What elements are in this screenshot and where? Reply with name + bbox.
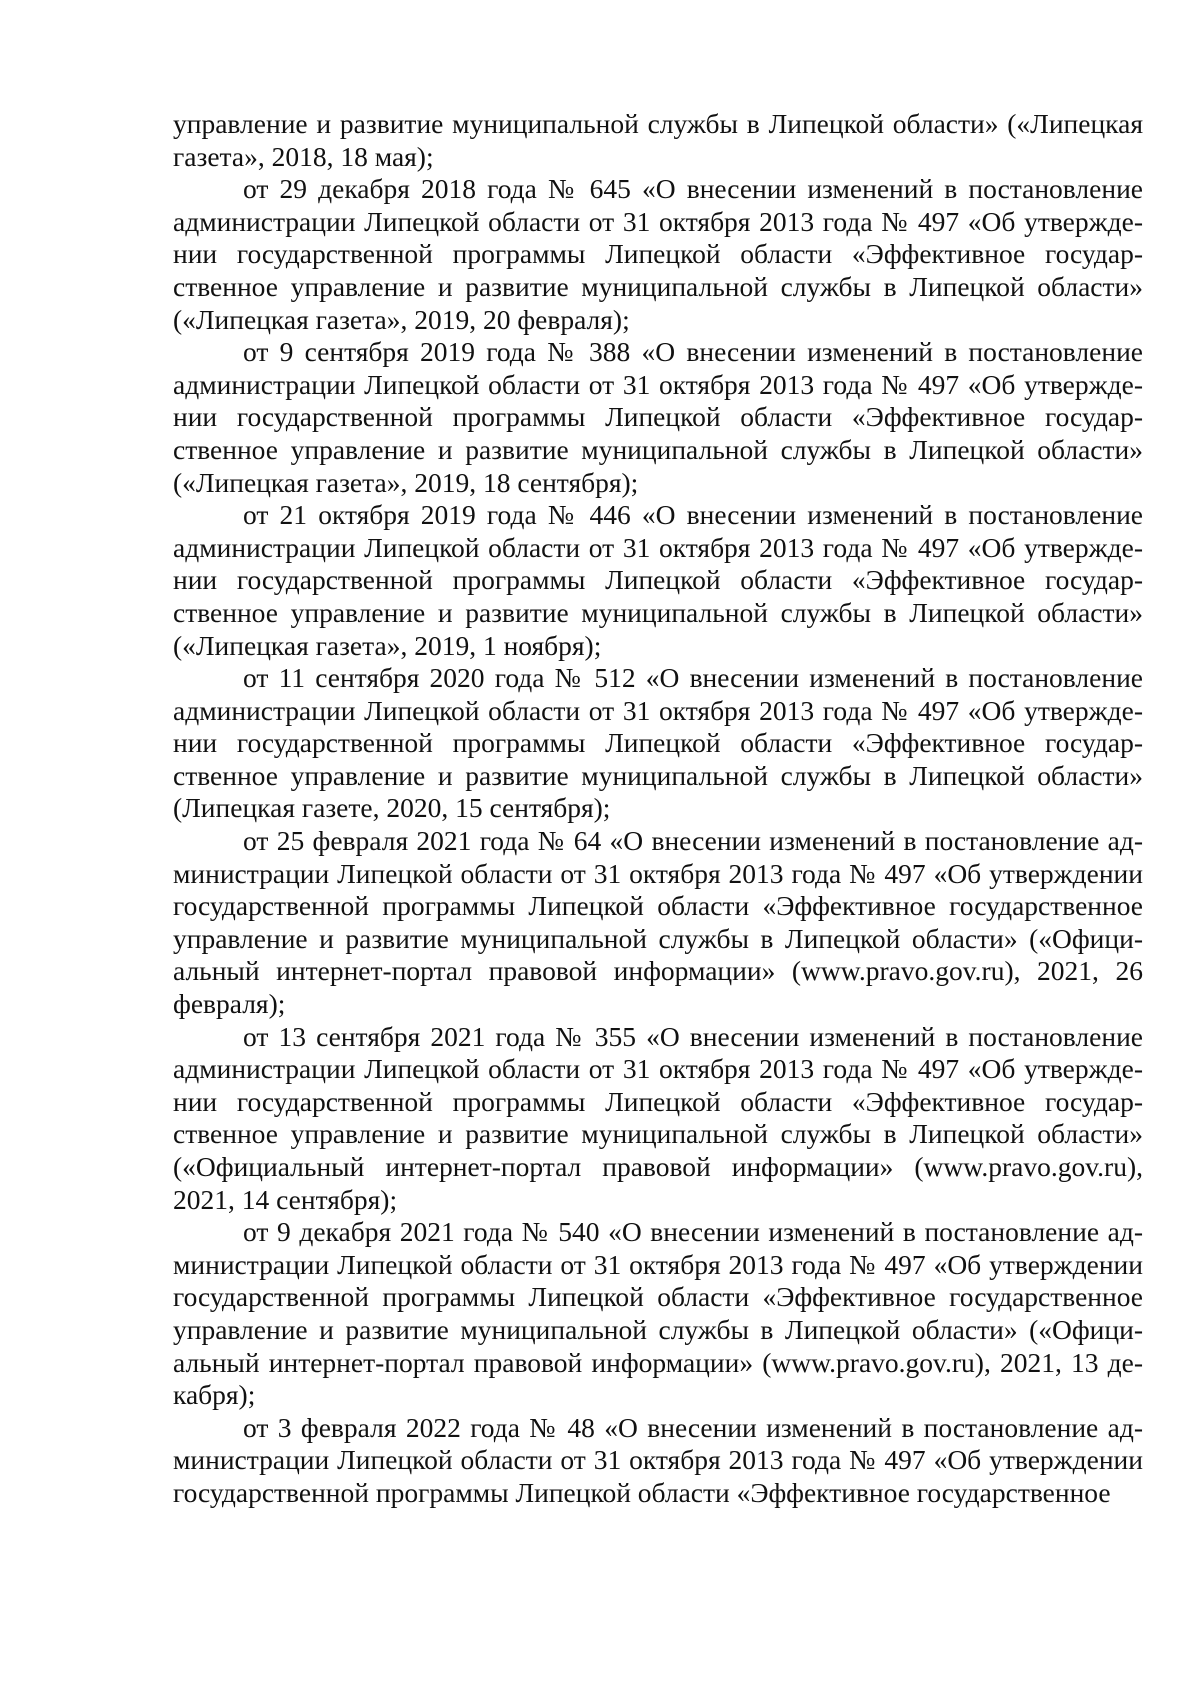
paragraph-amendment-2018-645: от 29 декабря 2018 года № 645 «О внесении изменений в постановление администрации Липецкой области от 31 октября 2013 года № 497 «Об утверждении государственной программы Липецкой области «Эффективное государственное управление и развитие муниципальной службы в Липецкой области» («Липецкая газета», 2019, 20 февраля); — [173, 173, 1143, 335]
paragraph-amendment-2020-512: от 11 сентября 2020 года № 512 «О внесении изменений в постановление администрации Липецкой области от 31 октября 2013 года № 497 «Об утверждении государственной программы Липецкой области «Эффективное государственное управление и развитие муниципальной службы в Липецкой области» (Липецкая газете, 2020, 15 сентября); — [173, 662, 1143, 824]
paragraph-amendment-2019-446: от 21 октября 2019 года № 446 «О внесении изменений в постановление администрации Липецкой области от 31 октября 2013 года № 497 «Об утверждении государственной программы Липецкой области «Эффективное государственное управление и развитие муниципальной службы в Липецкой области» («Липецкая газета», 2019, 1 ноября); — [173, 499, 1143, 661]
paragraph-continuation: управление и развитие муниципальной службы в Липецкой области» («Липецкая газета», 2018, 18 мая); — [173, 108, 1143, 172]
paragraph-amendment-2021-64: от 25 февраля 2021 года № 64 «О внесении изменений в постановление администрации Липецкой области от 31 октября 2013 года № 497 «Об утверждении государственной программы Липецкой области «Эффективное государственное управление и развитие муниципальной службы в Липецкой области» («Официальный интернет-портал правовой информации» (www.pravo.gov.ru), 2021, 26 февраля); — [173, 825, 1143, 1020]
paragraph-amendment-2021-355: от 13 сентября 2021 года № 355 «О внесении изменений в постановление администрации Липецкой области от 31 октября 2013 года № 497 «Об утверждении государственной программы Липецкой области «Эффективное государственное управление и развитие муниципальной службы в Липецкой области» («Официальный интернет-портал правовой информации» (www.pravo.gov.ru), 2021, 14 сентября); — [173, 1020, 1143, 1215]
paragraph-amendment-2021-540: от 9 декабря 2021 года № 540 «О внесении изменений в постановление администрации Липецкой области от 31 октября 2013 года № 497 «Об утверждении государственной программы Липецкой области «Эффективное государственное управление и развитие муниципальной службы в Липецкой области» («Официальный интернет-портал правовой информации» (www.pravo.gov.ru), 2021, 13 декабря); — [173, 1216, 1143, 1411]
document-body — [173, 108, 1143, 1510]
paragraph-amendment-2019-388: от 9 сентября 2019 года № 388 «О внесении изменений в постановление администрации Липецкой области от 31 октября 2013 года № 497 «Об утверждении государственной программы Липецкой области «Эффективное государственное управление и развитие муниципальной службы в Липецкой области» («Липецкая газета», 2019, 18 сентября); — [173, 336, 1143, 498]
paragraph-amendment-2022-48: от 3 февраля 2022 года № 48 «О внесении изменений в постановление администрации Липецкой области от 31 октября 2013 года № 497 «Об утверждении государственной программы Липецкой области «Эффективное государственное — [173, 1411, 1143, 1508]
